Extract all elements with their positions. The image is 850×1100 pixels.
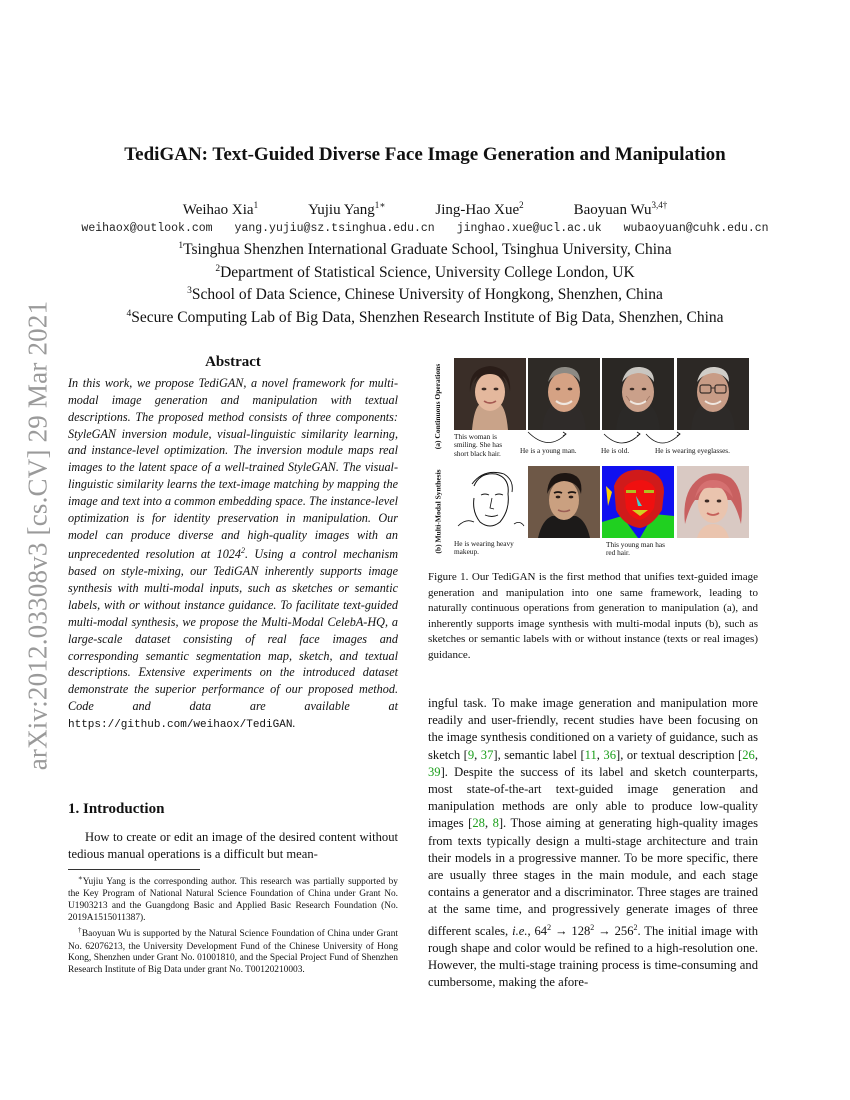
citation[interactable]: 28 [472,816,485,831]
face-image-woman [454,358,526,430]
citation[interactable]: 37 [480,747,494,762]
arxiv-id: arXiv:2012.03308v3 [cs.CV] 29 Mar 2021 [22,300,53,770]
author: Baoyuan $Wu^{3,4\dagger}$ [573,200,668,218]
caption-eyeglasses: He is wearing eyeglasses. [655,446,730,455]
code-link[interactable]: https://github.com/weihaox/TediGAN [68,718,293,731]
face-image-old-man [602,358,674,430]
footnote: †Baoyuan Wu is supported by the Natural Science Foundation of China under Grant No. 62076213, the University Development Fund of the Chinese University of Hong Kong, Shenzhen under Grant No. 01001810, and the Special Project Fund of Shenzhen Research Institute of Big Data under grant No. T00120210003. [68,926,398,976]
footnote-rule [68,869,200,870]
citation[interactable]: 11 [584,747,597,762]
author: Weihao Xia$^1$ [182,200,259,218]
affiliation: $^2$Department of Statistical Science, University College London, UK [215,263,635,281]
author-list [0,200,850,219]
author: Jing-Hao Xue$^2$ [435,200,524,218]
email[interactable]: weihaox@outlook.com [81,222,213,235]
face-image-man-eyeglasses [677,358,749,430]
email[interactable]: yang.yujiu@sz.tsinghua.edu.cn [234,222,435,235]
citation[interactable]: 39 [428,764,441,779]
face-image-red-hair [677,466,749,538]
caption-old: He is old. [601,446,630,455]
section-heading-introduction: 1. Introduction [68,801,165,817]
intro-continued: ingful task. To make image generation and manipulation more readily and user-friendly, recent studies have been focusing on the image synthesis conditioned on a variety of guidance, such as sketch [9, 37], semantic label [11, 36], or textual description [26, 39]. Despite the success of its label and sketch counterparts, most state-of-the-art text-guided image generation and manipulation methods are only able to produce low-quality images [28, 8]. Those aiming at generating high-quality images from texts typically design a multi-stage architecture and train their models in a progressive manner. To be more specific, there are usually three stages in the main module, and each stage contains a generator and a discriminator. Three stages are trained at the same time, and progressively generate images of three different scales, i.e., $64^2 \to 128^2 \to 256^2$. The initial image with rough shape and color would be refined to a high-resolution one. However, the multi-stage training process is time-consuming and cumbersome, making the afore- [428,696,759,990]
author: Yujiu Yang$^{1∗}$ [308,200,386,218]
intro-paragraph: How to create or edit an image of the desired content without tedious manual operations is a difficult but mean- [68,830,398,862]
arxiv-stamp [20,290,56,780]
abstract-heading: Abstract [205,354,261,370]
citation[interactable]: 9 [467,747,475,762]
author-emails [0,222,850,235]
abstract-body: In this work, we propose TediGAN, a novel framework for multi-modal image generation and manipulation with textual descriptions. The proposed method consists of three components: StyleGAN inversion module, visual-linguistic similarity learning, and instance-level optimization. The inversion module maps real images to the latent space of a well-trained StyleGAN. The visual-linguistic similarity learns the text-image matching by mapping the image and text into a common embedding space. The instance-level optimization is for identity preservation in manipulation. Our model can produce diverse and high-quality images with an unprecedented resolution at 1024$^2$. Using a control mechanism based on style-mixing, our TediGAN inherently supports image synthesis with multi-modal inputs, such as sketches or semantic labels, with or without instance guidance. To facilitate text-guided multi-modal synthesis, we propose the Multi-Modal CelebA-HQ, a large-scale dataset consisting of real face images and corresponding semantic segmentation map, sketch, and textual descriptions. Extensive experiments on the introduced dataset demonstrate the superior performance of our proposed method. Code and data are available at https://github.com/weihaox/TediGAN. [68,376,399,731]
citation[interactable]: 8 [492,816,499,831]
caption-young-man: He is a young man. [520,446,577,455]
affiliation: $^4$Secure Computing Lab of Big Data, Shenzhen Research Institute of Big Data, Shenzhen, China [126,308,724,327]
semantic-label-map [602,466,674,538]
row-label-a: (a) Continuous Operations [433,363,443,449]
caption-makeup: He is wearing heavy makeup. [454,539,514,557]
face-image-makeup-man [528,466,600,538]
affiliation: $^3$School of Data Science, Chinese University of Hongkong, Shenzhen, China [187,286,663,304]
caption-red-hair: This young man has red hair. [606,540,665,558]
row-label-b: (b) Multi-Modal Synthesis [433,469,443,554]
affiliation: $^1$Tsinghua Shenzhen International Graduate School, Tsinghua University, China [178,241,672,259]
footnote: ∗Yujiu Yang is the corresponding author. This research was partially supported by the Key Program of National Natural Science Foundation of China under Grant No. U1903213 and the Guangdong Basic and Applied Basic Research Foundation (No. 2019A1515011387). [68,874,398,923]
citation[interactable]: 36 [603,747,617,762]
face-image-young-man [528,358,600,430]
email[interactable]: jinghao.xue@ucl.ac.uk [456,222,602,235]
email[interactable]: wubaoyuan@cuhk.edu.cn [623,222,769,235]
sketch-image [454,466,526,538]
footnotes [68,873,398,978]
citation[interactable]: 26 [742,747,755,762]
figure-1 [428,356,753,561]
affiliations [0,237,850,328]
caption-woman: This woman is smiling. She has short black hair. [454,432,503,458]
figure-caption: Figure 1. Our TediGAN is the first method that unifies text-guided image generation and manipulation into one same framework, leading to naturally continuous operations from generation to manipulation (a), and inherently supports image synthesis with multi-modal inputs (b), such as sketches or semantic labels with or without instance (texts or real images) guidance. [428,571,758,661]
paper-title: TediGAN: Text-Guided Diverse Face Image Generation and Manipulation [124,144,726,165]
